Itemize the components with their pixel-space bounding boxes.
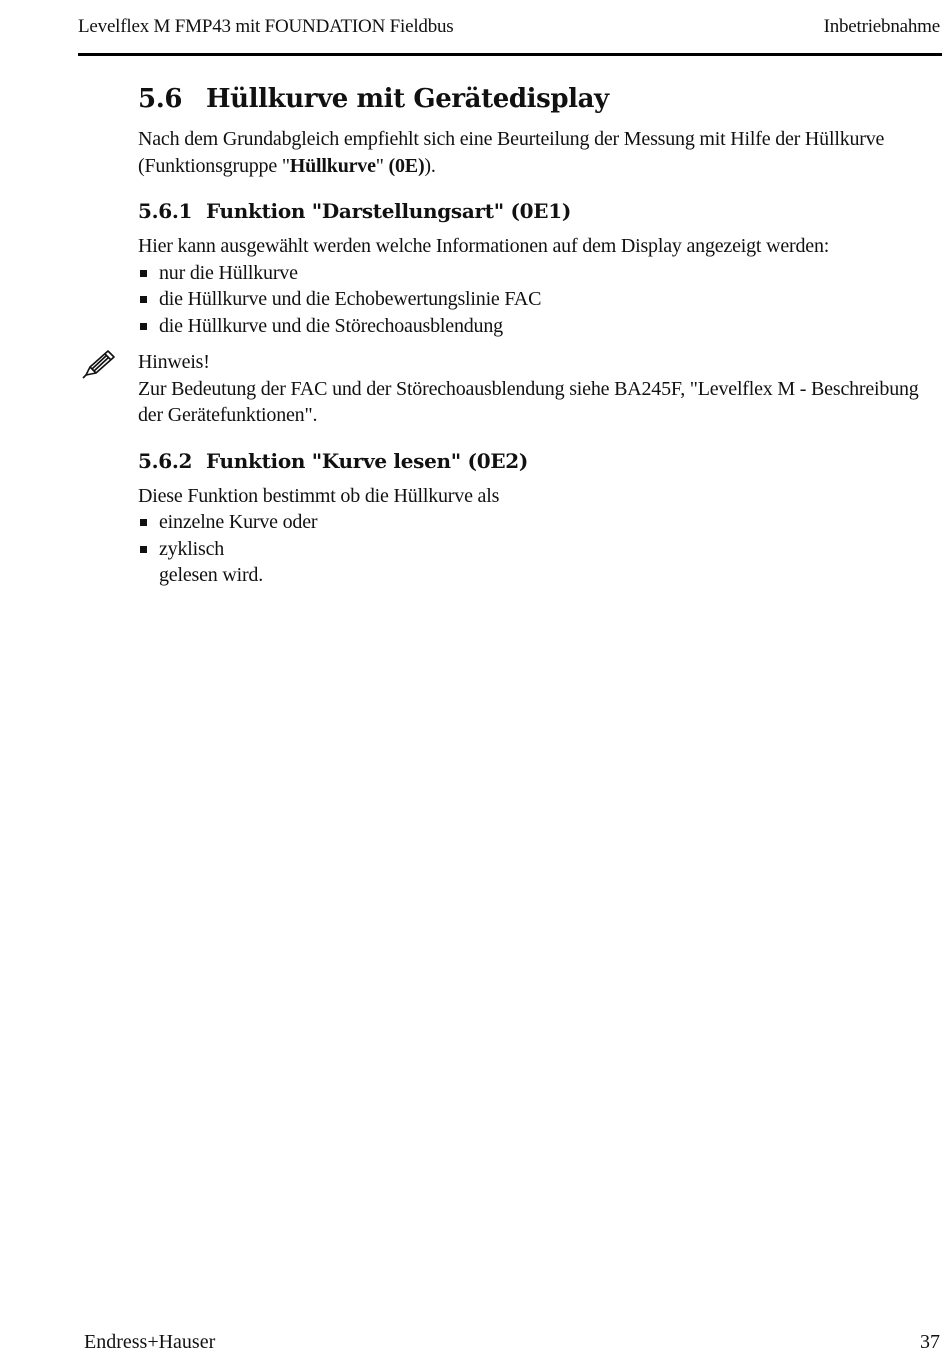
subsection-number-2: 5.6.2 bbox=[138, 448, 193, 473]
bullet-icon bbox=[140, 296, 147, 303]
running-header-left: Levelflex M FMP43 mit FOUNDATION Fieldbus bbox=[78, 16, 454, 37]
subsection-text-2: Diese Funktion bestimmt ob die Hüllkurve als bbox=[138, 484, 500, 507]
page-number: 37 bbox=[920, 1331, 940, 1353]
bullet-icon bbox=[140, 270, 147, 277]
list-item bbox=[138, 286, 940, 313]
bullet-list-2 bbox=[138, 509, 940, 562]
bullet-icon bbox=[140, 323, 147, 330]
list-item-text: die Hüllkurve und die Störechoausblendung bbox=[159, 314, 503, 337]
section-number: 5.6 bbox=[138, 84, 183, 114]
list-continuation: gelesen wird. bbox=[159, 564, 264, 586]
intro-bold-code: (0E) bbox=[388, 154, 425, 177]
page-content bbox=[138, 80, 940, 589]
intro-quote: " bbox=[375, 154, 389, 177]
bullet-icon bbox=[140, 546, 147, 553]
intro-end: ). bbox=[424, 154, 436, 177]
list-item-text: einzelne Kurve oder bbox=[159, 511, 318, 533]
subsection-heading-2 bbox=[138, 447, 940, 475]
pencil-note-icon bbox=[80, 347, 120, 381]
intro-text: Nach dem Grundabgleich empfiehlt sich eine Beurteilung der Messung mit Hilfe der Hüllkurve (Funktionsgruppe " bbox=[138, 128, 885, 177]
subsection-text-1: Hier kann ausgewählt werden welche Informationen auf dem Display angezeigt werden: bbox=[138, 235, 830, 257]
bullet-list-1 bbox=[138, 260, 940, 340]
list-item bbox=[138, 509, 940, 536]
subsection-number-1: 5.6.1 bbox=[138, 199, 193, 223]
section-intro bbox=[138, 126, 940, 179]
note-text: Zur Bedeutung der FAC und der Störechoausblendung siehe BA245F, "Levelflex M - Beschreibung der Gerätefunktionen". bbox=[138, 377, 919, 426]
running-header-right: Inbetriebnahme bbox=[823, 16, 940, 37]
subsection-title-2: Funktion "Kurve lesen" (0E2) bbox=[206, 448, 529, 473]
list-item-text: nur die Hüllkurve bbox=[159, 261, 298, 284]
header-rule bbox=[78, 53, 942, 56]
note-title: Hinweis! bbox=[138, 351, 210, 373]
section-heading bbox=[138, 80, 940, 118]
list-item-text: zyklisch bbox=[159, 537, 225, 560]
subsection-title-1: Funktion "Darstellungsart" (0E1) bbox=[206, 199, 571, 223]
section-title: Hüllkurve mit Gerätedisplay bbox=[206, 84, 609, 114]
list-item bbox=[138, 313, 940, 340]
intro-bold-name: Hüllkurve bbox=[289, 154, 376, 177]
list-item bbox=[138, 260, 940, 287]
note-block bbox=[138, 349, 940, 429]
subsection-heading-1 bbox=[138, 197, 940, 225]
bullet-icon bbox=[140, 519, 147, 526]
list-item-text: die Hüllkurve und die Echobewertungslinie FAC bbox=[159, 288, 542, 310]
footer-brand: Endress+Hauser bbox=[84, 1331, 216, 1353]
list-item bbox=[138, 536, 940, 563]
